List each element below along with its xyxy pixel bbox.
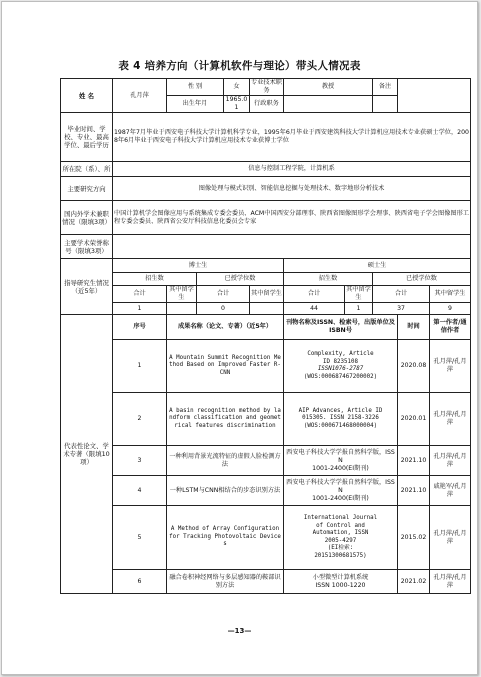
- duty-label: 行政职务: [250, 96, 284, 113]
- page-number: —13—: [227, 627, 252, 635]
- doctor-enrolled-total: 1: [113, 303, 167, 315]
- paper-title: 一种LSTM与CNN相结合的步态识别方法: [167, 476, 284, 506]
- parttime-value: 中国计算机学会图像应用与系统集成专委会委员、ACM中国西安分部理事、陕西省图像图形学会理事、陕西省电子学会图像图形工程专委会委员、陕西省公安厅科技信息化委员会专家: [113, 201, 471, 235]
- position-value: 教授: [284, 79, 373, 96]
- paper-time: 2021.10: [398, 446, 430, 476]
- paper-journal: Complexity, Article ID 8235108 ISSN1076-2787 (WOS:000687467200002): [284, 340, 398, 393]
- research-label: 主要研究方向: [61, 177, 113, 201]
- paper-row: [61, 570, 471, 594]
- paper-title: A Mountain Summit Recognition Method Based on Improved Faster R-CNN: [167, 340, 284, 393]
- honors-value: [113, 235, 471, 259]
- paper-author: 孔月萍/孔月萍: [430, 446, 471, 476]
- document-page: [1, 1, 478, 675]
- paper-no: 2: [113, 393, 167, 446]
- paper-time: 2020.01: [398, 393, 430, 446]
- position-label: 专业技术职务: [251, 79, 282, 94]
- duty-value: [284, 96, 373, 113]
- remark-label: 备注: [373, 79, 398, 96]
- paper-no: 4: [113, 476, 167, 506]
- paper-author: 戚艳军/孔月萍: [430, 476, 471, 506]
- doctor-degree-total-header: 合计: [197, 286, 250, 303]
- doctor-enrolled-total-header: 合计: [113, 286, 167, 303]
- students-label: 指导研究生情况（近5年）: [61, 259, 113, 315]
- master-enrolled-header: 招生数: [284, 273, 373, 286]
- doctor-enrolled-foreign: [167, 303, 197, 315]
- master-degree-total: 37: [373, 303, 430, 315]
- papers-author-header: 第一作者/通信作者: [430, 315, 471, 340]
- honors-label: 主要学术荣誉称号（限填3项）: [61, 235, 113, 259]
- papers-label: 代表性论文、学术专著（限填10项）: [61, 315, 113, 594]
- paper-row: [61, 476, 471, 506]
- master-enrolled-foreign: 1: [345, 303, 373, 315]
- doctor-header: 博士生: [113, 259, 284, 273]
- paper-title: A Method of Array Configuration for Tracking Photovoltaic Devices: [167, 506, 284, 570]
- master-enrolled-total: 44: [284, 303, 345, 315]
- paper-title: 一种利用背景光流特征的虚假人脸检测方法: [167, 446, 284, 476]
- paper-journal: 西安电子科技大学学报自然科学版，ISSN 1001-2400(EI期刊): [284, 476, 398, 506]
- department-value: 信息与控制工程学院，计算机系: [113, 162, 471, 177]
- paper-time: 2015.02: [398, 506, 430, 570]
- master-header: 硕士生: [284, 259, 471, 273]
- doctor-enrolled-foreign-header: 其中留学生: [167, 286, 197, 303]
- paper-author: 孔月萍/孔月萍: [430, 570, 471, 594]
- papers-journal-header: 刊物名称及ISSN、检索号，出版单位及ISBN号: [284, 315, 398, 340]
- paper-journal: International Journal of Control and Automation, ISSN 2005-4297 (EI检索: 20151300681575): [284, 506, 398, 570]
- doctor-degree-foreign-header: 其中留学生: [250, 286, 284, 303]
- department-label: 所在院（系）、所: [61, 162, 113, 177]
- table-title: 表 4 培养方向（计算机软件与理论）带头人情况表: [118, 60, 361, 72]
- paper-row: [61, 446, 471, 476]
- master-degree-total-header: 合计: [373, 286, 430, 303]
- education-value: 1987年7月毕业于西安电子科技大学计算机科学专业，1995年6月毕业于西安建筑科技大学计算机应用技术专业获硕士学位，2008年6月毕业于西安电子科技大学计算机应用技术专业获博士学位: [113, 113, 471, 162]
- master-enrolled-foreign-header: 其中留学生: [346, 286, 371, 301]
- paper-journal: 西安电子科技大学学报自然科学版，ISSN 1001-2400(EI期刊): [284, 446, 398, 476]
- leader-info-table: [60, 78, 471, 594]
- name-label: 姓 名: [61, 79, 113, 113]
- remark-value: [398, 79, 471, 113]
- paper-author: 孔月萍/孔月萍: [430, 393, 471, 446]
- paper-no: 5: [113, 506, 167, 570]
- papers-time-header: 时间: [398, 315, 430, 340]
- paper-no: 6: [113, 570, 167, 594]
- dob-value: 1965.01: [224, 96, 250, 113]
- paper-row: [61, 506, 471, 570]
- master-degree-header: 已授学位数: [373, 273, 471, 286]
- gender-value: 女: [224, 79, 250, 96]
- paper-time: 2021.02: [398, 570, 430, 594]
- doctor-degree-header: 已授学位数: [197, 273, 284, 286]
- doctor-degree-foreign: [250, 303, 284, 315]
- doctor-enrolled-header: 招生数: [113, 273, 197, 286]
- papers-name-header: 成果名称（论文、专著）（近5年）: [167, 315, 284, 340]
- research-value: 图像处理与模式识别、智能信息挖掘与处理技术、数字地形分析技术: [113, 177, 471, 201]
- dob-label: 出生年月: [167, 96, 224, 113]
- remark-spacer: [373, 96, 398, 113]
- master-enrolled-total-header: 合计: [284, 286, 345, 303]
- paper-title: 融合卷积神经网络与多层感知器的鞍部识别方法: [167, 570, 284, 594]
- paper-journal: AIP Advances, Article ID 015305. ISSN 2158-3226 (WOS:000671468000004): [284, 393, 398, 446]
- education-label: 毕业时间、学校、专业、最高学位、最后学历: [61, 113, 113, 162]
- doctor-degree-total: 0: [197, 303, 250, 315]
- paper-author: 孔月萍/孔月萍: [430, 340, 471, 393]
- papers-no-header: 序号: [113, 315, 167, 340]
- master-degree-foreign: 9: [430, 303, 471, 315]
- gender-label: 性 别: [167, 79, 224, 96]
- paper-no: 1: [113, 340, 167, 393]
- paper-journal: 小型微型计算机系统 ISSN 1000-1220: [284, 570, 398, 594]
- paper-row: [61, 340, 471, 393]
- master-degree-foreign-header: 其中留学生: [430, 286, 471, 303]
- name-value: 孔月萍: [113, 79, 167, 113]
- paper-no: 3: [113, 446, 167, 476]
- parttime-label: 国内外学术兼职情况（限填3项）: [61, 201, 113, 235]
- paper-row: [61, 393, 471, 446]
- paper-author: 孔月萍/孔月萍: [430, 506, 471, 570]
- paper-time: 2020.08: [398, 340, 430, 393]
- paper-time: 2021.10: [398, 476, 430, 506]
- paper-title: A basin recognition method by landform classification and geometrical features discrimination: [167, 393, 284, 446]
